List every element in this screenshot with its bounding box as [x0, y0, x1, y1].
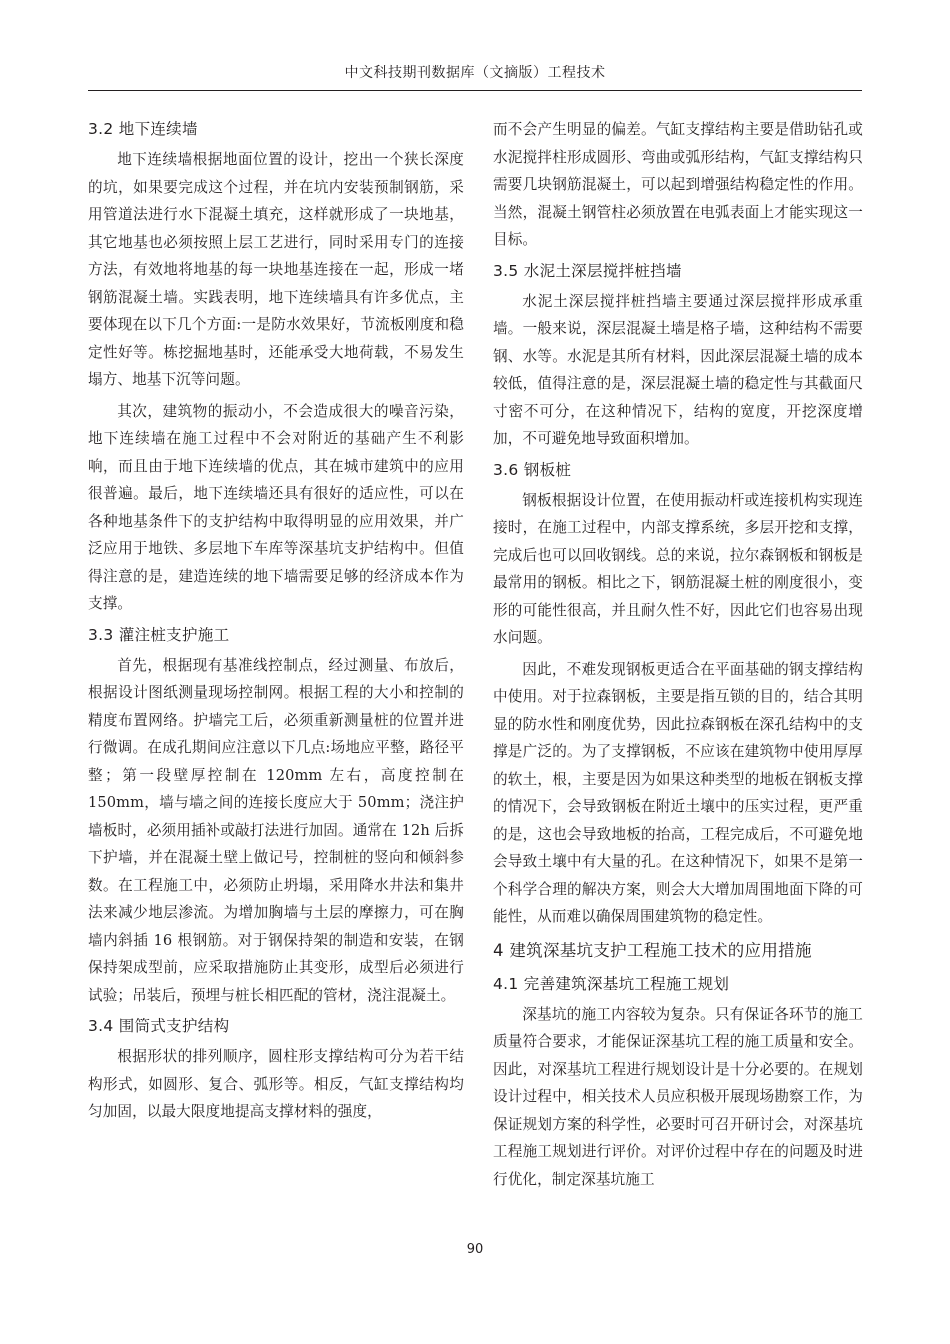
- section-3-2-title: 3.2 地下连续墙: [88, 120, 198, 138]
- section-3-5-title: 3.5 水泥土深层搅拌桩挡墙: [493, 261, 682, 280]
- section-3-3-title: 3.3 灌注桩支护施工: [88, 625, 230, 644]
- section-3-6-paragraph-1: 钢板根据设计位置，在使用振动杆或连接机构实现连接时，在施工过程中，内部支撑系统，多层开挖和支撑，完成后也可以回收钢线。总的来说，拉尔森钢板和钢板是最常用的钢板。相比之下，钢筋混凝土桩的刚度很小，变形的可能性很高，并且耐久性不好，因此它们也容易出现水问题。: [493, 491, 863, 646]
- section-3-6-paragraph-2: 因此，不难发现钢板更适合在平面基础的钢支撑结构中使用。对于拉森钢板，主要是指互锁的目的，结合其明显的防水性和刚度优势，因此拉森钢板在深孔结构中的支撑是广泛的。为了支撑钢板，不应该在建筑物中使用厚厚的软土，根，主要是因为如果这种类型的地板在钢板支撑的情况下，会导致钢板在附近土壤中的压实过程，更严重的是，这也会导致地板的抬高，工程完成后，不可避免地会导致土壤中有大量的孔。在这种情况下，如果不是第一个科学合理的解决方案，则会大大增加周围地面下降的可能性，从而难以确保周围建筑物的稳定性。: [493, 660, 863, 925]
- section-3-4-title: 3.4 围筒式支护结构: [88, 1017, 230, 1035]
- running-header: 中文科技期刊数据库（文摘版）工程技术: [344, 65, 606, 81]
- section-3-2-paragraph-2: 其次，建筑物的振动小，不会造成很大的噪音污染，地下连续墙在施工过程中不会对附近的基础产生不利影响，而且由于地下连续墙的优点，其在城市建筑中的应用很普遍。最后，地下连续墙还具有很好的适应性，可以在各种地基条件下的支护结构中取得明显的应用效果，并广泛应用于地铁、多层地下车库等深基坑支护结构中。但值得注意的是，建造连续的地下墙需要足够的经济成本作为支撑。: [88, 402, 464, 612]
- section-4-title: 4 建筑深基坑支护工程施工技术的应用措施: [493, 940, 812, 960]
- section-3-2-paragraph-1: 地下连续墙根据地面位置的设计，挖出一个狭长深度的坑，如果要完成这个过程，并在坑内安装预制钢筋，采用管道法进行水下混凝土填充，这样就形成了一块地基，其它地基也必须按照上层工艺进行，同时采用专门的连接方法，有效地将地基的每一块地基连接在一起，形成一堵钢筋混凝土墙。实践表明，地下连续墙具有许多优点，主要体现在以下几个方面:一是防水效果好，节流板刚度和稳定性好等。栋挖掘地基时，还能承受大地荷载，不易发生塌方、地基下沉等问题。: [88, 151, 464, 388]
- section-4-1-paragraph-1: 深基坑的施工内容较为复杂。只有保证各环节的施工质量符合要求，才能保证深基坑工程的施工质量和安全。因此，对深基坑工程进行规划设计是十分必要的。在规划设计过程中，相关技术人员应积极开展现场勘察工作，为保证规划方案的科学性，必要时可召开研讨会，对深基坑工程施工规划进行评价。对评价过程中存在的问题及时进行优化，制定深基坑施工: [493, 1005, 863, 1188]
- section-3-4-paragraph-1: 根据形状的排列顺序，圆柱形支撑结构可分为若干结构形式，如圆形、复合、弧形等。相反，气缸支撑结构均匀加固，以最大限度地提高支撑材料的强度，: [88, 1048, 464, 1120]
- section-3-5-paragraph-1: 水泥土深层搅拌桩挡墙主要通过深层搅拌形成承重墙。一般来说，深层混凝土墙是格子墙，这种结构不需要钢、水等。水泥是其所有材料，因此深层混凝土墙的成本较低，值得注意的是，深层混凝土墙的稳定性与其截面尺寸密不可分，在这种情况下，结构的宽度，开挖深度增加，不可避免地导致面积增加。: [493, 292, 863, 447]
- header-rule: [88, 90, 862, 91]
- right-column: [493, 116, 863, 1222]
- left-column: [88, 116, 464, 1222]
- section-3-4-paragraph-continued: 而不会产生明显的偏差。气缸支撑结构主要是借助钻孔或水泥搅拌柱形成圆形、弯曲或弧形结构，气缸支撑结构只需要几块钢筋混凝土，可以起到增强结构稳定性的作用。当然，混凝土钢管柱必须放置在电弧表面上才能实现这一目标。: [493, 121, 863, 248]
- section-4-1-title: 4.1 完善建筑深基坑工程施工规划: [493, 974, 730, 993]
- section-3-3-paragraph-1: 首先，根据现有基准线控制点，经过测量、布放后，根据设计图纸测量现场控制网。根据工程的大小和控制的精度布置网络。护墙完工后，必须重新测量桩的位置并进行微调。在成孔期间应注意以下几点:场地应平整，路径平整；第一段壁厚控制在 120mm 左右，高度控制在 150mm，墙与墙之间的连接长度应大于 50mm；浇注护墙板时，必须用插补或敲打法进行加固。通常在 12h 后拆下护墙，并在混凝土壁上做记号，控制桩的竖向和倾斜参数。在工程施工中，必须防止坍塌，采用降水井法和集井法来减少地层渗流。为增加胸墙与土层的摩擦力，可在胸墙内斜插 16 根钢筋。对于钢保持架的制造和安装，在钢保持架成型前，应采取措施防止其变形，成型后必须进行试验；吊装后，预埋与桩长相匹配的管材，浇注混凝土。: [88, 656, 464, 1004]
- section-3-6-title: 3.6 钢板桩: [493, 460, 572, 479]
- page-number: 90: [466, 1242, 484, 1257]
